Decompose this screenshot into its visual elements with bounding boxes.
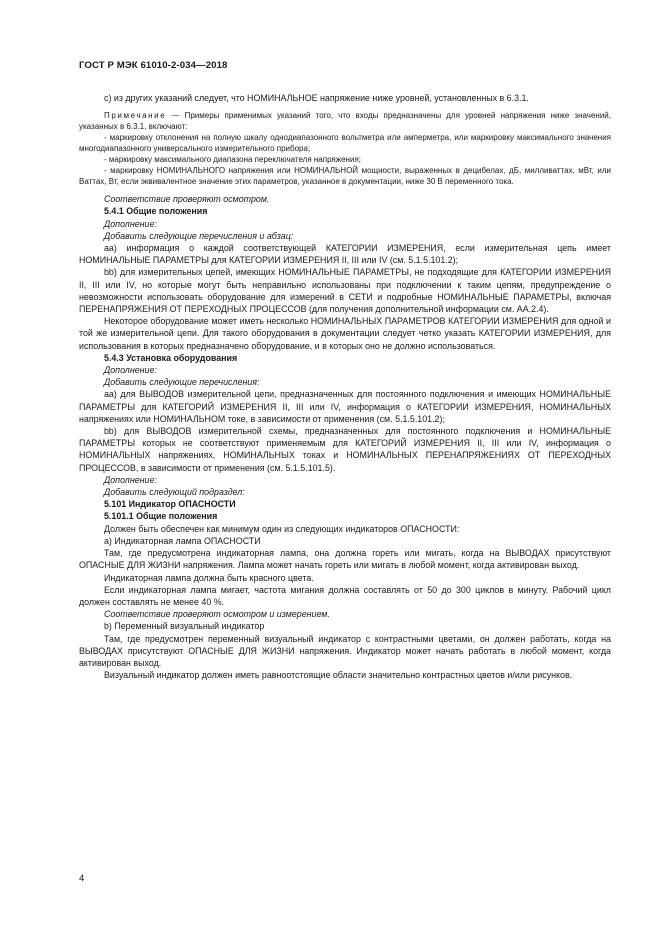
addition-lead: Добавить следующий подраздел:: [104, 487, 245, 498]
paragraph: Если индикаторная лампа мигает, частота мигания должна составлять от 50 до 300 циклов в минуту. Рабочий цикл должен составлять не менее 40 %.: [79, 584, 611, 607]
page-content: [79, 92, 611, 681]
addition-lead: Добавить следующие перечисления:: [104, 377, 260, 388]
list-item-bb: bb) для ВЫВОДОВ измерительной схемы, предназначенных для постоянного подключения и НОМИНАЛЬНЫЕ ПАРАМЕТРЫ которых не соответствуют применяемым для КАТЕГОРИЙ ИЗМЕРЕНИЯ II, III или IV, информация о НОМИНАЛЬНЫХ напряжениях, НОМИНАЛЬНЫХ токах и НОМИНАЛЬНЫХ ПЕРЕНАПРЯЖЕНИЯХ ОТ ПЕРЕХОДНЫХ ПРОЦЕССОВ, в зависимости от применения (см. 5.1.5.101.5).: [79, 426, 611, 473]
note-list-item: - маркировку отклонения на полную шкалу однодиапазонного вольтметра или амперметра, или маркировку максимального значения многодиапазонного универсального измерительного прибора;: [79, 133, 611, 154]
addition-label: Дополнение:: [104, 218, 157, 229]
page-number: 4: [79, 873, 85, 884]
list-item-a-title: а) Индикаторная лампа ОПАСНОСТИ: [104, 535, 261, 546]
note-list-item: - маркировку максимального диапазона переключателя напряжения;: [104, 155, 361, 165]
list-item-b-title: b) Переменный визуальный индикатор: [104, 621, 265, 632]
addition-label: Дополнение:: [104, 474, 157, 485]
addition-label: Дополнение:: [104, 365, 157, 376]
section-heading-5-101-1: 5.101.1 Общие положения: [104, 511, 218, 522]
paragraph: Там, где предусмотрен переменный визуальный индикатор с контрастными цветами, он должен работать, когда на ВЫВОДАХ присутствуют ОПАСНЫЕ ДЛЯ ЖИЗНИ напряжения. Индикатор может начать работать в любой момент, когда активирован выход.: [79, 633, 611, 668]
section-heading-5-4-1: 5.4.1 Общие положения: [104, 206, 208, 217]
note-text: — Примеры применимых указаний того, что входы предназначены для уровней напряжения ниже значений, указанных в 6.3.1, включают:: [79, 111, 611, 132]
document-header: ГОСТ Р МЭК 61010-2-034—2018: [79, 60, 228, 71]
section-heading-5-4-3: 5.4.3 Установка оборудования: [104, 352, 238, 363]
note-label: Примечание: [104, 111, 167, 121]
paragraph: Там, где предусмотрена индикаторная лампа, она должна гореть или мигать, когда на ВЫВОДАХ присутствуют ОПАСНЫЕ ДЛЯ ЖИЗНИ напряжения. Лампа может начать гореть или мигать в любой момент, когда активирован выход.: [79, 548, 611, 571]
paragraph: Индикаторная лампа должна быть красного цвета.: [104, 572, 314, 583]
paragraph: Должен быть обеспечен как минимум один из следующих индикаторов ОПАСНОСТИ:: [104, 523, 460, 534]
section-heading-5-101: 5.101 Индикатор ОПАСНОСТИ: [104, 499, 236, 510]
note-paragraph: [79, 110, 611, 132]
list-item-aa: аа) информация о каждой соответствующей КАТЕГОРИИ ИЗМЕРЕНИЯ, если измерительная цепь имеет НОМИНАЛЬНЫЕ ПАРАМЕТРЫ для КАТЕГОРИИ ИЗМЕРЕНИЯ II, III или IV (см. 5.1.5.101.2);: [79, 243, 611, 266]
paragraph: Некоторое оборудование может иметь несколько НОМИНАЛЬНЫХ ПАРАМЕТРОВ КАТЕГОРИИ ИЗМЕРЕНИЯ для одной и той же измерительной цепи. Для такого оборудования в документации следует четко указать КАТЕГОРИИ ИЗМЕРЕНИЯ, для использования в которых предназначено оборудование, и в которых оно не должно использоваться.: [79, 316, 611, 351]
compliance-statement: Соответствие проверяют осмотром и измерением.: [104, 609, 330, 620]
note-item-c: c) из других указаний следует, что НОМИНАЛЬНОЕ напряжение ниже уровней, установленных в 6.3.1.: [104, 93, 529, 103]
list-item-aa: аа) для ВЫВОДОВ измерительной цепи, предназначенных для постоянного подключения и имеющих НОМИНАЛЬНЫЕ ПАРАМЕТРЫ для КАТЕГОРИЙ ИЗМЕРЕНИЯ II, III или IV, информация о КАТЕГОРИИ ИЗМЕРЕНИЯ, НОМИНАЛЬНЫХ напряжениях или НОМИНАЛЬНОМ токе, в зависимости от применения (см. 5.1.5.101.2);: [79, 389, 611, 424]
note-list-item: - маркировку НОМИНАЛЬНОГО напряжения или НОМИНАЛЬНОЙ мощности, выраженных в децибелах, дБ, милливаттах, мВт, или Ваттах, Вт, если эквивалентное значение этих параметров, указанное в документации, ниже 30 В переменного тока.: [79, 166, 611, 187]
list-item-bb: bb) для измерительных цепей, имеющих НОМИНАЛЬНЫЕ ПАРАМЕТРЫ, не подходящие для КАТЕГОРИИ ИЗМЕРЕНИЯ II, III или IV, но которые могут быть неправильно использованы при подключении к таким цепям, предупреждение о невозможности использовать оборудование для измерений в СЕТИ и подробные НОМИНАЛЬНЫЕ ПАРАМЕТРЫ, включая ПЕРЕНАПРЯЖЕНИЯ ОТ ПЕРЕХОДНЫХ ПРОЦЕССОВ (для получения дополнительной информации см. АА.2.4).: [79, 267, 611, 315]
addition-lead: Добавить следующие перечисления и абзац:: [104, 230, 294, 241]
compliance-statement: Соответствие проверяют осмотром.: [104, 194, 270, 205]
paragraph: Визуальный индикатор должен иметь равноотстоящие области значительно контрастных цветов и/или рисунков.: [104, 670, 573, 681]
